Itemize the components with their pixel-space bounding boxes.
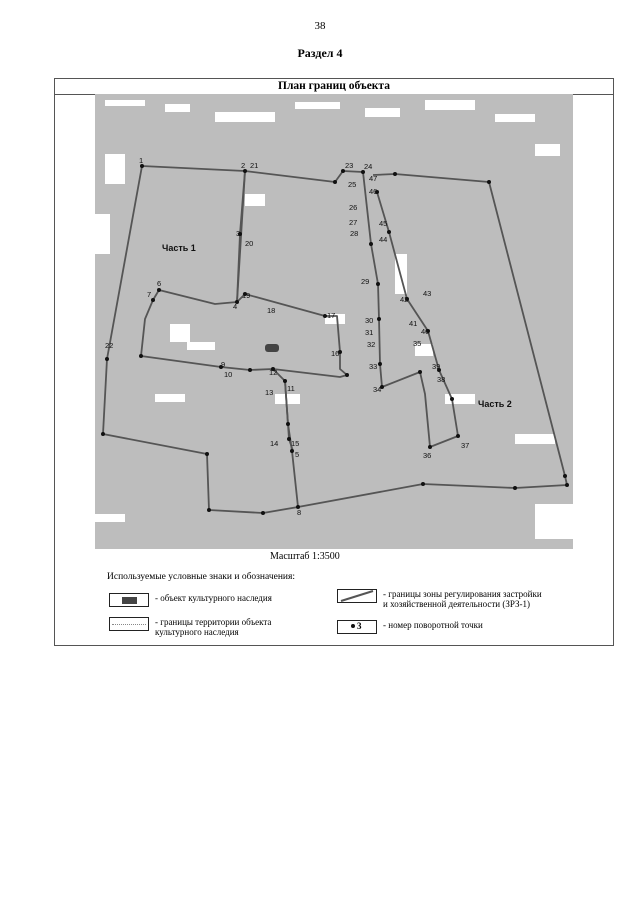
point-label: 16	[331, 349, 340, 358]
point-label: 39	[432, 362, 441, 371]
point-label: 25	[348, 180, 357, 189]
map-svg	[95, 94, 573, 549]
legend-territory-boundary	[109, 617, 271, 637]
point-label: 1	[139, 156, 144, 165]
territory-boundary-swatch	[109, 617, 149, 631]
point-label: 12	[269, 368, 278, 377]
point-label: 3	[236, 229, 241, 238]
turning-point-swatch	[337, 620, 377, 634]
zone-boundary-swatch	[337, 589, 377, 603]
point-label: 15	[291, 439, 300, 448]
point-label: 13	[265, 388, 274, 397]
point-label: 14	[270, 439, 279, 448]
point-label: 35	[413, 339, 422, 348]
point-label: 23	[345, 161, 354, 170]
point-label: 20	[245, 239, 254, 248]
point-label: 2	[241, 161, 246, 170]
point-label: 37	[461, 441, 470, 450]
legend-zone-boundary-text: - границы зоны регулирования застройки и хозяйственной деятельности (ЗРЗ-1)	[383, 589, 542, 609]
point-label: 47	[369, 174, 378, 183]
point-label: 32	[367, 340, 376, 349]
point-label: 31	[365, 328, 374, 337]
point-label: 11	[287, 384, 295, 393]
point-label: 28	[350, 229, 359, 238]
point-label: 45	[379, 219, 388, 228]
legend-heritage-object-text: - объект культурного наследия	[155, 593, 272, 603]
boundary-map	[95, 94, 573, 549]
legend-turning-point-text: - номер поворотной точки	[383, 620, 483, 630]
point-label: 21	[250, 161, 259, 170]
point-label: 38	[437, 375, 446, 384]
point-label: 22	[105, 341, 114, 350]
point-label: 17	[327, 311, 336, 320]
legend-heritage-object	[109, 593, 272, 607]
point-label: 43	[423, 289, 432, 298]
heritage-object-swatch	[109, 593, 149, 607]
point-label: 34	[373, 385, 382, 394]
point-label: 8	[297, 508, 302, 517]
section-title: Раздел 4	[297, 46, 343, 60]
part1-label: Часть 1	[162, 243, 196, 253]
heritage-object-marker	[265, 344, 279, 352]
point-label: 29	[361, 277, 370, 286]
legend-heading: Используемые условные знаки и обозначения:	[107, 572, 296, 582]
legend-turning-point	[337, 620, 483, 634]
point-label: 42	[400, 295, 409, 304]
scale-label: Масштаб 1:3500	[270, 551, 340, 562]
point-label: 18	[267, 306, 276, 315]
point-label: 33	[369, 362, 378, 371]
point-label: 24	[364, 162, 373, 171]
point-label: 40	[421, 327, 430, 336]
point-label: 30	[365, 316, 374, 325]
turning-point-sample: 3	[357, 621, 362, 631]
part2-label: Часть 2	[478, 399, 512, 409]
point-label: 10	[224, 370, 233, 379]
point-label: 26	[349, 203, 358, 212]
point-label: 4	[233, 302, 238, 311]
page-number: 38	[314, 20, 326, 32]
point-label: 27	[349, 218, 358, 227]
plan-title: План границ объекта	[55, 79, 613, 95]
point-label: 46	[369, 187, 378, 196]
point-label: 44	[379, 235, 388, 244]
point-label: 19	[242, 291, 251, 300]
point-label: 5	[295, 450, 300, 459]
point-label: 41	[409, 319, 418, 328]
legend-zone-boundary	[337, 589, 542, 609]
point-label: 36	[423, 451, 432, 460]
point-label: 6	[157, 279, 162, 288]
point-label: 9	[221, 360, 226, 369]
legend-territory-boundary-text: - границы территории объекта культурного наследия	[155, 617, 272, 637]
point-label: 7	[147, 290, 152, 299]
